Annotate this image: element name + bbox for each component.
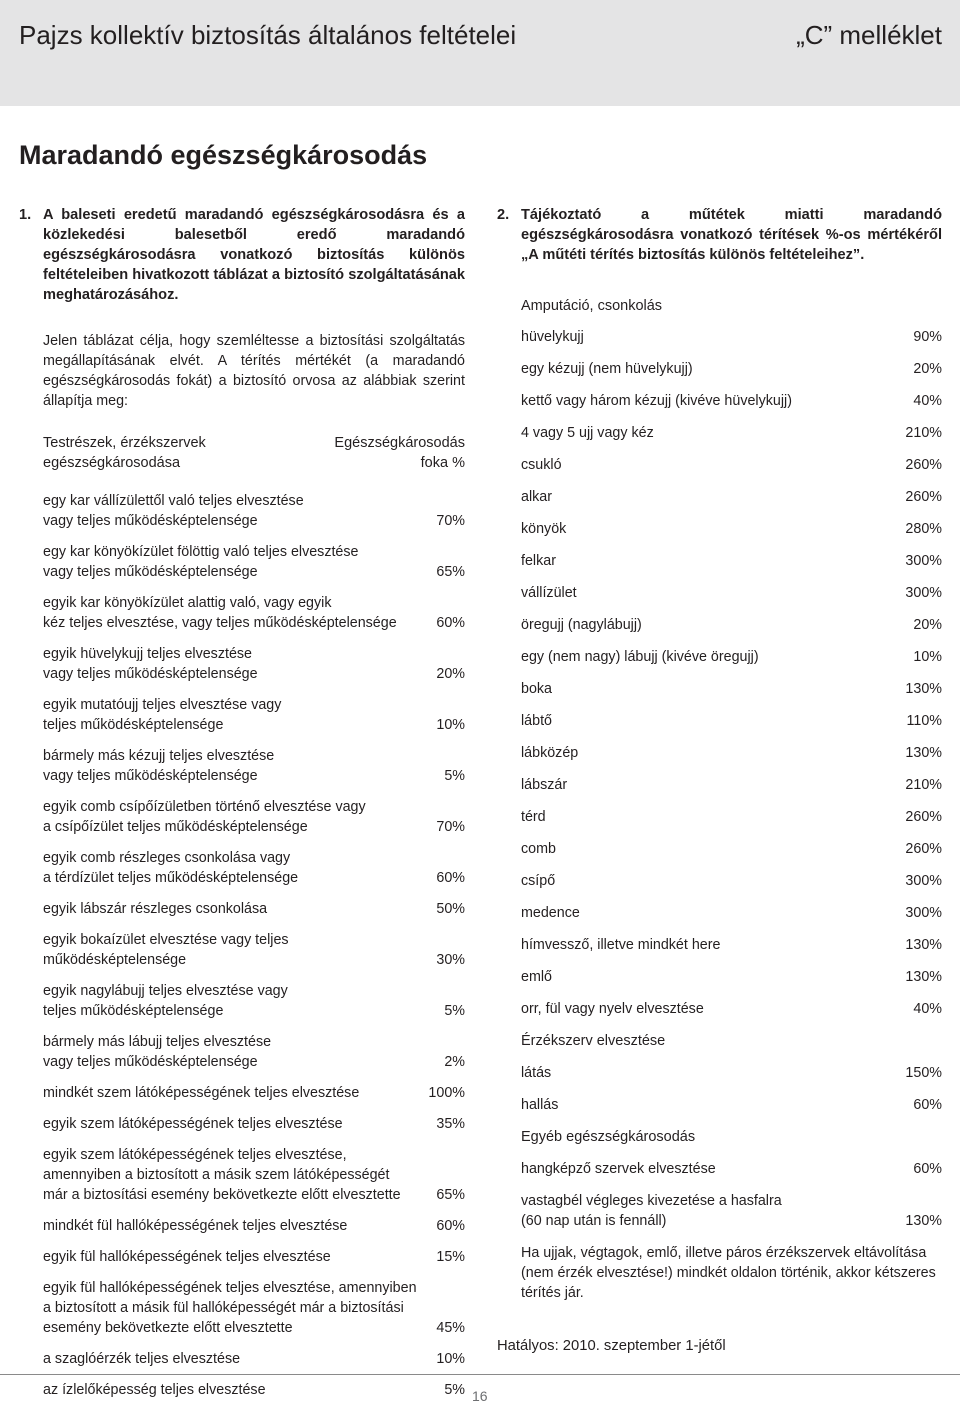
row-label: medence bbox=[521, 905, 580, 921]
row-label: lábközép bbox=[521, 745, 579, 761]
row-value: 65% bbox=[436, 564, 465, 580]
row-label: bármely más lábujj teljes elvesztése vagy teljes működésképtelensége bbox=[43, 1034, 272, 1070]
row-value: 5% bbox=[444, 768, 465, 784]
row-label: vállízület bbox=[521, 585, 577, 601]
row-value: 30% bbox=[436, 952, 465, 968]
row-label: bármely más kézujj teljes elvesztése vagy teljes működésképtelensége bbox=[43, 748, 275, 784]
row-label: egy (nem nagy) lábujj (kivéve öregujj) bbox=[521, 649, 759, 665]
page-number: 16 bbox=[472, 1388, 488, 1404]
table-row bbox=[43, 746, 465, 786]
row-value: 10% bbox=[913, 649, 942, 665]
row-label: egyik szem látóképességének teljes elvesztése bbox=[43, 1116, 343, 1132]
row-label: egyik comb részleges csonkolása vagy a térdízület teljes működésképtelensége bbox=[43, 850, 299, 886]
row-value: 50% bbox=[436, 901, 465, 917]
row-value: 20% bbox=[913, 361, 942, 377]
row-label: egyik nagylábujj teljes elvesztése vagy teljes működésképtelensége bbox=[43, 983, 288, 1019]
left-column bbox=[19, 205, 465, 1411]
section-2-heading bbox=[497, 205, 942, 265]
row-value: 15% bbox=[436, 1249, 465, 1265]
table-row bbox=[521, 679, 942, 699]
table-row bbox=[521, 775, 942, 795]
row-label: lábszár bbox=[521, 777, 568, 793]
table-row bbox=[521, 391, 942, 411]
row-label: könyök bbox=[521, 521, 567, 537]
row-label: az ízlelőképesség teljes elvesztése bbox=[43, 1382, 266, 1398]
row-label: hüvelykujj bbox=[521, 329, 584, 345]
table-row bbox=[43, 930, 465, 970]
row-label: felkar bbox=[521, 553, 556, 569]
row-value: 260% bbox=[905, 489, 942, 505]
row-label: egyik szem látóképességének teljes elvesztése, amennyiben a biztosított a másik szem látóképességét már a biztosítási esemény bekövetkezte előtt elvesztette bbox=[43, 1147, 401, 1203]
table-row bbox=[521, 615, 942, 635]
table-row bbox=[521, 583, 942, 603]
table-row bbox=[521, 1063, 942, 1083]
table-row bbox=[521, 455, 942, 475]
row-value: 10% bbox=[436, 717, 465, 733]
section-1-number: 1. bbox=[19, 207, 32, 223]
annex-label: „C” melléklet bbox=[796, 20, 942, 50]
row-label: öregujj (nagylábujj) bbox=[521, 617, 642, 633]
row-label: kettő vagy három kézujj (kivéve hüvelykujj) bbox=[521, 393, 792, 409]
table-row bbox=[43, 1083, 465, 1103]
table-row bbox=[43, 899, 465, 919]
row-label: egyik bokaízület elvesztése vagy teljes működésképtelensége bbox=[43, 932, 289, 968]
row-label: hallás bbox=[521, 1097, 559, 1113]
row-label: látás bbox=[521, 1065, 552, 1081]
row-label: egyik fül hallóképességének teljes elvesztése, amennyiben a biztosított a másik fül hallóképességét már a biztosítási esemény bekövetkezte előtt elvesztette bbox=[43, 1280, 417, 1336]
row-value: 260% bbox=[905, 841, 942, 857]
row-value: 110% bbox=[906, 713, 942, 729]
row-label: egyik fül hallóképességének teljes elvesztése bbox=[43, 1249, 331, 1265]
row-value: 260% bbox=[905, 809, 942, 825]
row-label: lábtő bbox=[521, 713, 553, 729]
row-label: egy kézujj (nem hüvelykujj) bbox=[521, 361, 693, 377]
row-value: 100% bbox=[428, 1085, 465, 1101]
row-value: 130% bbox=[905, 681, 942, 697]
document-title: Pajzs kollektív biztosítás általános feltételei bbox=[19, 20, 517, 50]
row-value: 60% bbox=[913, 1161, 942, 1177]
row-value: 60% bbox=[436, 615, 465, 631]
damage-table bbox=[43, 491, 465, 1400]
column-header-degree: Egészségkárosodás foka % bbox=[334, 435, 465, 471]
row-value: 40% bbox=[913, 1001, 942, 1017]
amputation-heading: Amputáció, csonkolás bbox=[521, 298, 663, 314]
table-row bbox=[43, 542, 465, 582]
table-row bbox=[521, 1191, 942, 1231]
table-row bbox=[521, 1159, 942, 1179]
row-label: hímvessző, illetve mindkét here bbox=[521, 937, 721, 953]
row-value: 35% bbox=[436, 1116, 465, 1132]
row-value: 40% bbox=[913, 393, 942, 409]
right-column bbox=[497, 205, 942, 1303]
row-value: 260% bbox=[905, 457, 942, 473]
row-value: 5% bbox=[444, 1382, 465, 1398]
table-row bbox=[521, 839, 942, 859]
row-value: 130% bbox=[905, 1213, 942, 1229]
section-1-heading bbox=[19, 205, 465, 305]
table-row bbox=[43, 644, 465, 684]
row-value: 60% bbox=[436, 1218, 465, 1234]
table-row bbox=[521, 999, 942, 1019]
row-label: csukló bbox=[521, 457, 562, 473]
table-header bbox=[43, 433, 465, 473]
row-label: a szaglóérzék teljes elvesztése bbox=[43, 1351, 241, 1367]
row-label: vastagbél végleges kivezetése a hasfalra (60 nap után is fennáll) bbox=[521, 1193, 782, 1229]
row-label: emlő bbox=[521, 969, 552, 985]
other-damage-heading: Egyéb egészségkárosodás bbox=[521, 1129, 696, 1145]
table-row bbox=[43, 1216, 465, 1236]
row-label: egy kar könyökízület fölöttig való teljes elvesztése vagy teljes működésképtelensége bbox=[43, 544, 359, 580]
table-row bbox=[521, 1095, 942, 1115]
table-row bbox=[521, 423, 942, 443]
row-value: 65% bbox=[436, 1187, 465, 1203]
sense-loss-table bbox=[521, 1063, 942, 1115]
table-row bbox=[521, 935, 942, 955]
row-label: csípő bbox=[521, 873, 556, 889]
row-value: 20% bbox=[436, 666, 465, 682]
row-value: 210% bbox=[905, 777, 942, 793]
row-value: 280% bbox=[905, 521, 942, 537]
row-label: egyik lábszár részleges csonkolása bbox=[43, 901, 268, 917]
section-2-title: Tájékoztató a műtétek miatti maradandó egészségkárosodásra vonatkozó térítések %-os mértékéről „A műtéti térítés biztosítás különös feltételeihez”. bbox=[521, 207, 942, 263]
table-row bbox=[521, 871, 942, 891]
sense-loss-heading: Érzékszerv elvesztése bbox=[521, 1033, 666, 1049]
page-title: Maradandó egészségkárosodás bbox=[19, 140, 428, 170]
column-header-body-part: Testrészek, érzékszervek egészségkárosodása bbox=[43, 435, 206, 471]
row-value: 300% bbox=[905, 905, 942, 921]
table-row bbox=[43, 1349, 465, 1369]
row-value: 130% bbox=[905, 745, 942, 761]
row-value: 90% bbox=[913, 329, 942, 345]
table-row bbox=[43, 1145, 465, 1205]
row-label: egyik kar könyökízület alattig való, vagy egyik kéz teljes elvesztése, vagy teljes működésképtelensége bbox=[43, 595, 397, 631]
table-row bbox=[43, 848, 465, 888]
row-value: 2% bbox=[444, 1054, 465, 1070]
row-label: egyik comb csípőízületben történő elvesztése vagy a csípőízület teljes működésképtelensége bbox=[43, 799, 366, 835]
row-value: 70% bbox=[436, 513, 465, 529]
row-value: 130% bbox=[905, 969, 942, 985]
table-row bbox=[43, 1278, 465, 1338]
section-1-title: A baleseti eredetű maradandó egészségkárosodásra és a közlekedési balesetből eredő maradandó egészségkárosodásra vonatkozó biztosítás különös feltételeiben hivatkozott táblázat a biztosító szolgáltatásának meghatározásához. bbox=[43, 207, 465, 303]
row-label: mindkét fül hallóképességének teljes elvesztése bbox=[43, 1218, 348, 1234]
row-value: 70% bbox=[436, 819, 465, 835]
table-row bbox=[43, 1032, 465, 1072]
row-value: 60% bbox=[436, 870, 465, 886]
table-row bbox=[43, 1114, 465, 1134]
row-value: 300% bbox=[905, 585, 942, 601]
row-label: egy kar vállízülettől való teljes elvesztése vagy teljes működésképtelensége bbox=[43, 493, 304, 529]
row-label: boka bbox=[521, 681, 553, 697]
row-label: térd bbox=[521, 809, 546, 825]
row-value: 60% bbox=[913, 1097, 942, 1113]
table-row bbox=[43, 1247, 465, 1267]
table-row bbox=[521, 487, 942, 507]
table-row bbox=[43, 593, 465, 633]
table-row bbox=[521, 711, 942, 731]
table-row bbox=[521, 359, 942, 379]
row-label: comb bbox=[521, 841, 556, 857]
row-label: alkar bbox=[521, 489, 552, 505]
row-label: orr, fül vagy nyelv elvesztése bbox=[521, 1001, 704, 1017]
table-row bbox=[43, 491, 465, 531]
table-row bbox=[43, 981, 465, 1021]
table-row bbox=[43, 797, 465, 837]
row-value: 5% bbox=[444, 1003, 465, 1019]
footer-divider bbox=[0, 1374, 960, 1375]
table-row bbox=[521, 743, 942, 763]
row-value: 45% bbox=[436, 1320, 465, 1336]
table-row bbox=[521, 647, 942, 667]
header-band bbox=[0, 0, 960, 106]
row-value: 210% bbox=[905, 425, 942, 441]
section-2-number: 2. bbox=[497, 207, 510, 223]
row-value: 10% bbox=[436, 1351, 465, 1367]
row-value: 20% bbox=[913, 617, 942, 633]
table-row bbox=[521, 903, 942, 923]
table-row bbox=[521, 807, 942, 827]
row-label: egyik hüvelykujj teljes elvesztése vagy teljes működésképtelensége bbox=[43, 646, 258, 682]
table-row bbox=[43, 695, 465, 735]
table-row bbox=[521, 519, 942, 539]
section-1-intro: Jelen táblázat célja, hogy szemléltesse a biztosítási szolgáltatás megállapításának elvét. A térítés mértékét (a maradandó egészségkárosodás fokát) a biztosító orvosa az alábbiak szerint állapítja meg: bbox=[43, 333, 465, 409]
amputation-table bbox=[521, 327, 942, 1019]
table-row bbox=[521, 327, 942, 347]
row-label: mindkét szem látóképességének teljes elvesztése bbox=[43, 1085, 360, 1101]
row-value: 150% bbox=[905, 1065, 942, 1081]
table-row bbox=[521, 967, 942, 987]
bilateral-note: Ha ujjak, végtagok, emlő, illetve páros érzékszervek eltávolítása (nem érzék elvesztése!) mindkét oldalon történik, akkor kétszeres térítés jár. bbox=[521, 1245, 936, 1301]
row-label: hangképző szervek elvesztése bbox=[521, 1161, 716, 1177]
row-label: 4 vagy 5 ujj vagy kéz bbox=[521, 425, 654, 441]
row-value: 300% bbox=[905, 873, 942, 889]
other-damage-table bbox=[521, 1159, 942, 1231]
row-value: 130% bbox=[905, 937, 942, 953]
row-label: egyik mutatóujj teljes elvesztése vagy teljes működésképtelensége bbox=[43, 697, 282, 733]
table-row bbox=[43, 1380, 465, 1400]
effective-date: Hatályos: 2010. szeptember 1-jétől bbox=[497, 1338, 726, 1354]
row-value: 300% bbox=[905, 553, 942, 569]
table-row bbox=[521, 551, 942, 571]
